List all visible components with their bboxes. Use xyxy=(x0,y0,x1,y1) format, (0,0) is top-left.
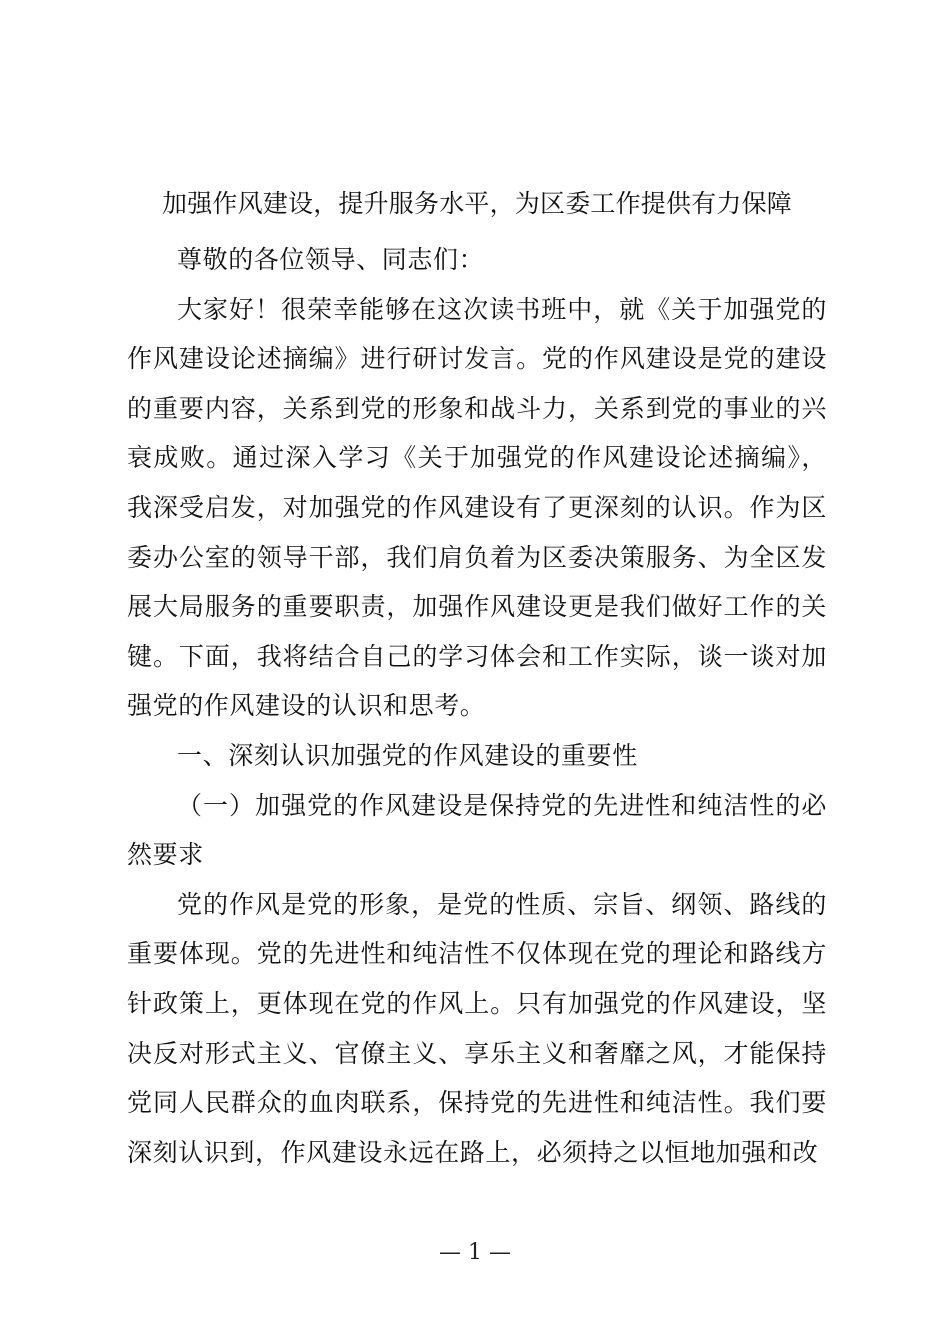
page-number: — 1 — xyxy=(439,1240,511,1265)
section-heading-1: 一、深刻认识加强党的作风建设的重要性 xyxy=(177,740,638,770)
paragraph-introduction: 大家好！很荣幸能够在这次读书班中，就《关于加强党的作风建设论述摘编》进行研讨发言。党的作风建设是党的建设的重要内容，关系到党的形象和战斗力，关系到党的事业的兴衰成败。通过深入学习《关于加强党的作风建设论述摘编》，我深受启发，对加强党的作风建设有了更深刻的认识。作为区委办公室的领导干部，我们肩负着为区委决策服务、为全区发展大局服务的重要职责，加强作风建设更是我们做好工作的关键。下面，我将结合自己的学习体会和工作实际，谈一谈对加强党的作风建设的认识和思考。 xyxy=(127,294,827,721)
subsection-heading-1: （一）加强党的作风建设是保持党的先进性和纯洁性的必然要求 xyxy=(127,790,827,870)
document-body xyxy=(127,235,827,1177)
salutation: 尊敬的各位领导、同志们： xyxy=(177,245,485,274)
paragraph-subsection-1: 党的作风是党的形象，是党的性质、宗旨、纲领、路线的重要体现。党的先进性和纯洁性不仅体现在党的理论和路线方针政策上，更体现在党的作风上。只有加强党的作风建设，坚决反对形式主义、官僚主义、享乐主义和奢靡之风，才能保持党同人民群众的血肉联系，保持党的先进性和纯洁性。我们要深刻认识到，作风建设永远在路上，必须持之以恒地加强和改 xyxy=(127,889,827,1167)
document-title: 加强作风建设，提升服务水平，为区委工作提供有力保障 xyxy=(162,189,793,218)
